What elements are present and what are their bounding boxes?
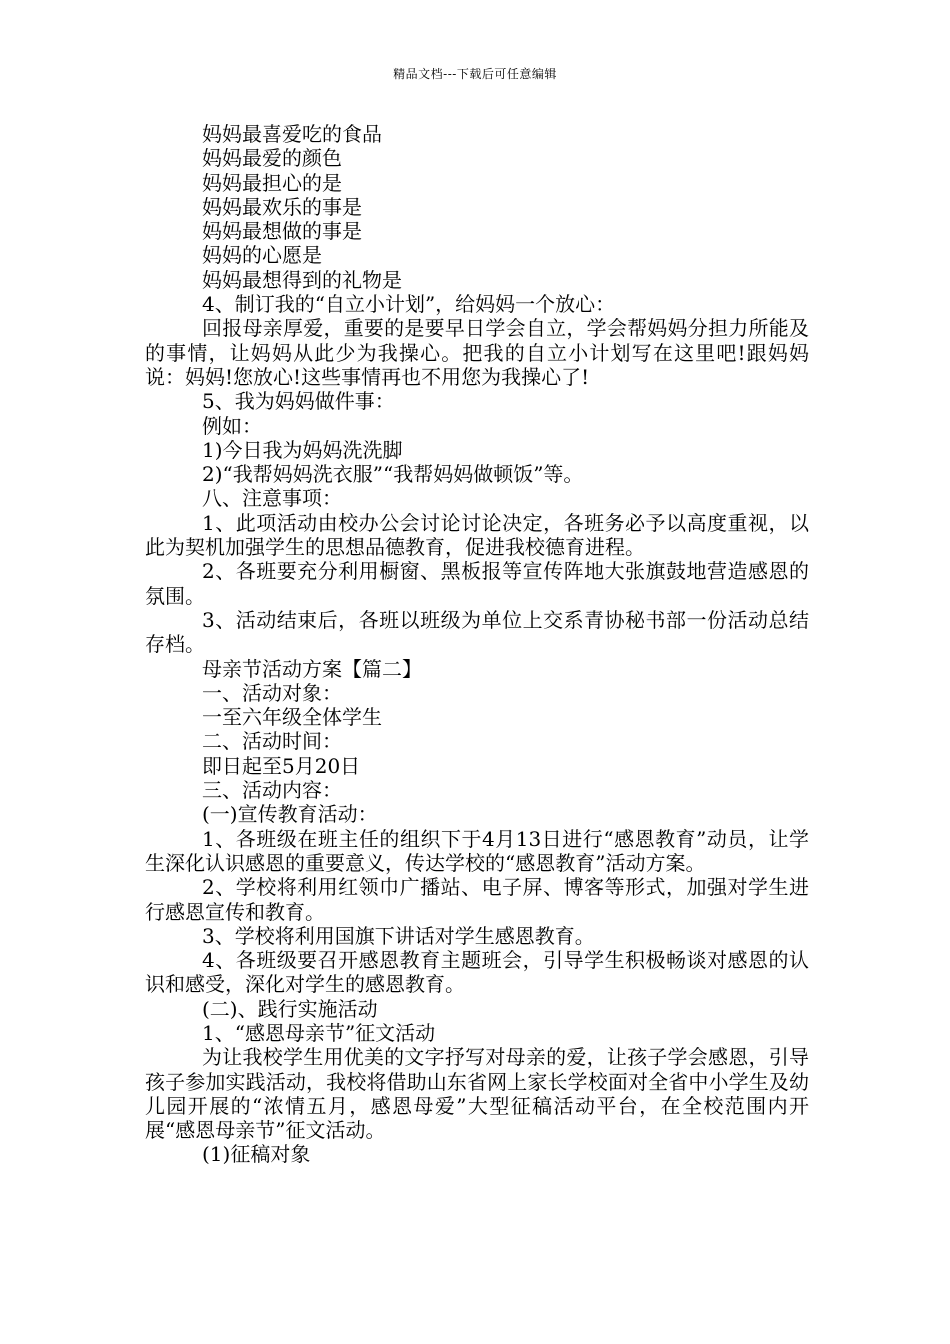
list-item: 3、活动结束后，各班以班级为单位上交系青协秘书部一份活动总结存档。 (145, 607, 809, 657)
section-heading: 八、注意事项： (202, 486, 342, 511)
document-body (145, 122, 809, 1167)
paragraph: 妈妈最喜爱吃的食品 (202, 122, 382, 146)
paragraph: 即日起至5月20日 (202, 753, 361, 778)
list-item: 1、“感恩母亲节”征文活动 (202, 1020, 436, 1045)
list-item: 1、各班级在班主任的组织下于4月13日进行“感恩教育”动员，让学生深化认识感恩的重要意义，传达学校的“感恩教育”活动方案。 (145, 826, 809, 875)
paragraph: 一至六年级全体学生 (202, 705, 382, 730)
paragraph: 例如： (202, 413, 262, 438)
paragraph: 妈妈最欢乐的事是 (202, 194, 362, 219)
list-item: 1、此项活动由校办公会讨论讨论决定，各班务必予以高度重视，以此为契机加强学生的思想品德教育，促进我校德育进程。 (145, 510, 809, 560)
subsection-heading: (一)宣传教育活动： (202, 802, 378, 827)
list-item: 2、各班要充分利用橱窗、黑板报等宣传阵地大张旗鼓地营造感恩的氛围。 (145, 559, 809, 608)
document-section-title: 母亲节活动方案【篇二】 (202, 656, 422, 681)
list-item: 2、学校将利用红领巾广播站、电子屏、博客等形式，加强对学生进行感恩宣传和教育。 (145, 875, 809, 924)
list-item: 4、各班级要召开感恩教育主题班会，引导学生积极畅谈对感恩的认识和感受，深化对学生的感恩教育。 (145, 948, 809, 997)
paragraph: 妈妈最想得到的礼物是 (202, 267, 402, 292)
section-heading: 一、活动对象： (202, 680, 342, 705)
list-item: 3、学校将利用国旗下讲话对学生感恩教育。 (202, 923, 595, 948)
paragraph: 妈妈最担心的是 (202, 170, 342, 195)
paragraph: 为让我校学生用优美的文字抒写对母亲的爱，让孩子学会感恩，引导孩子参加实践活动，我校将借助山东省网上家长学校面对全省中小学生及幼儿园开展的“浓情五月，感恩母爱”大型征稿活动平台，在全校范围内开展“感恩母亲节”征文活动。 (145, 1045, 809, 1143)
paragraph: 妈妈的心愿是 (202, 243, 322, 268)
section-heading: 二、活动时间： (202, 729, 342, 754)
section-heading: 三、活动内容： (202, 778, 342, 803)
paragraph: 回报母亲厚爱，重要的是要早日学会自立，学会帮妈妈分担力所能及的事情，让妈妈从此少为我操心。把我的自立小计划写在这里吧!跟妈妈说：妈妈!您放心!这些事情再也不用您为我操心了! (145, 316, 809, 389)
paragraph: 妈妈最想做的事是 (202, 219, 362, 244)
list-item: 2)“我帮妈妈洗衣服”“我帮妈妈做顿饭”等。 (202, 462, 584, 487)
section-heading: 4、制订我的“自立小计划”，给妈妈一个放心： (202, 292, 616, 317)
list-item: (1)征稿对象 (202, 1142, 311, 1167)
page-header: 精品文档---下载后可任意编辑 (393, 67, 557, 81)
paragraph: 妈妈最爱的颜色 (202, 146, 342, 171)
section-heading: 5、我为妈妈做件事： (202, 389, 395, 414)
list-item: 1)今日我为妈妈洗洗脚 (202, 437, 403, 462)
subsection-heading: (二)、践行实施活动 (202, 996, 378, 1021)
